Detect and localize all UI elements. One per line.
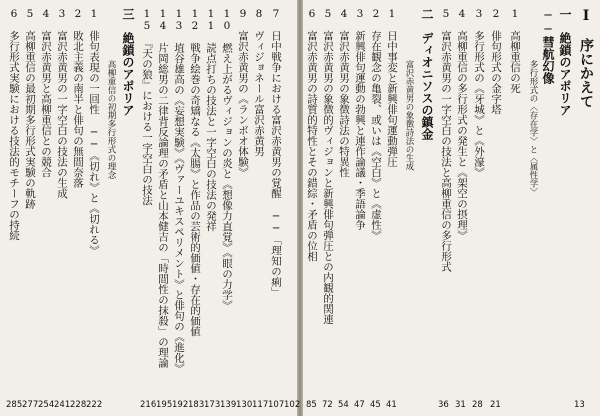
section1-heading: 一 絶鎖のアポリア <box>558 8 572 116</box>
page-number: 254 <box>38 400 55 410</box>
page-number: 277 <box>22 400 39 410</box>
toc-entry: 5 富沢赤黄男の象徴的ヴィジョンと新興俳句弾圧との内観的関連 <box>322 8 334 325</box>
toc-entry: 3 富沢赤黄男の一字空白の技法の生成 <box>56 8 68 199</box>
page-number: 130 <box>236 400 253 410</box>
page-number: 72 <box>322 400 333 410</box>
toc-entry: 2 存在観念の亀裂、或いは《空白》と《虚性》 <box>370 8 382 241</box>
toc-entry: 2 俳句形式の金字塔 <box>490 8 502 115</box>
page-number: 41 <box>386 400 397 410</box>
page-number: 13 <box>574 400 585 410</box>
toc-entry: 5 高柳重信の最初期多行形式実験の軌跡 <box>24 8 36 209</box>
toc-entry: 6 多行形式実験における技法的モチーフの持続 <box>8 8 20 241</box>
section2-heading: 二 ディオニソスの鎮金 <box>420 8 434 140</box>
toc-entry: 11 読点打ちの技法と一字空白の技法の発祥 <box>205 8 217 232</box>
toc-entry: 4 富沢赤黄男と高柳重信との競合 <box>40 8 52 178</box>
page-number: 285 <box>6 400 23 410</box>
toc-entry: 14 片岡総男の二律背反論理の矛盾と山本健吉の「時間性の抹殺」の理論 <box>157 8 169 368</box>
toc-entry: 4 富沢赤黄男の象徴詩法の特異性 <box>338 8 350 178</box>
toc-entry: 6 富沢赤黄男の詩質的特性とその錯綜・矛盾の位相 <box>306 8 318 262</box>
toc-entry: 1 俳句表現の一回性 ──《切れ》と《切れる》 <box>88 8 100 256</box>
page-number: 117 <box>252 400 269 410</box>
toc-entry: 10 燃え上がるヴィジョンの炎と《想像力直覚》《眼の力学》 <box>221 8 233 311</box>
page-number: 45 <box>370 400 381 410</box>
toc-entry: 5 富沢赤黄男の一字空白の技法と高柳重信の多行形式 <box>440 8 452 272</box>
page-number: 222 <box>86 400 103 410</box>
toc-entry: 12 戦争絵巻の奇矯なる《太腸》と作品の芸術的価値・存在的価値 <box>189 8 201 337</box>
page-number: 192 <box>172 400 189 410</box>
page-number: 139 <box>220 400 237 410</box>
page-number: 21 <box>490 400 501 410</box>
page-number: 241 <box>54 400 71 410</box>
toc-entry: 2 敗北主義の南半と俳句の無間奈落 <box>72 8 84 188</box>
toc-entry: 1 高柳重信の死 <box>509 8 521 94</box>
toc-entry: 9 富沢赤黄男の《ランボオ体験》 <box>237 8 249 178</box>
toc-entry: 7 日中戦争における富沢赤黄男の覚醒 ──「理知の痢」 <box>270 8 282 298</box>
toc-entry: 8 ヴィジョネール富沢赤黄男 <box>253 8 265 157</box>
page-number: 54 <box>338 400 349 410</box>
page-number: 173 <box>204 400 221 410</box>
page-number: 195 <box>156 400 173 410</box>
page-number: 228 <box>70 400 87 410</box>
page-number: 183 <box>188 400 205 410</box>
page-number: 107 <box>268 400 285 410</box>
section2-note: 富沢赤黄男の象徴詩法の生成 <box>404 60 414 171</box>
part-title: Ⅰ 序にかえて <box>578 8 594 108</box>
section1-note: 多行形式の〈存在学〉と〈属性学〉 <box>528 60 538 196</box>
section3-note: 高柳重信の初期多行形式の理念 <box>106 60 116 179</box>
page-number: 85 <box>306 400 317 410</box>
section1-sub: ──彗航幻像 <box>541 8 555 84</box>
page-number: 102 <box>284 400 301 410</box>
page-number: 36 <box>438 400 449 410</box>
toc-entry: 3 新興俳句運動の勃興と連作論議・季語論争 <box>354 8 366 230</box>
page-number: 47 <box>354 400 365 410</box>
toc-entry: 15 『天の狼』における一字空白の技法 <box>141 8 153 206</box>
toc-entry: 1 日中事変と新興俳句運動弾圧 <box>386 8 398 167</box>
page-number: 28 <box>472 400 483 410</box>
toc-entry: 13 埴谷雄高の《妄想実験》《ヴァーユキスペリメント》と俳句の《進化》 <box>173 8 185 374</box>
toc-entry: 3 多行形式の《牙城》と《外濠》 <box>473 8 485 178</box>
page-number: 216 <box>140 400 157 410</box>
toc-entry: 4 高柳重信の多行形式の発生と《架空の摂理》 <box>456 8 468 241</box>
page-number: 31 <box>455 400 466 410</box>
section3-heading: 三 絶鎖のアポリア <box>121 8 135 116</box>
